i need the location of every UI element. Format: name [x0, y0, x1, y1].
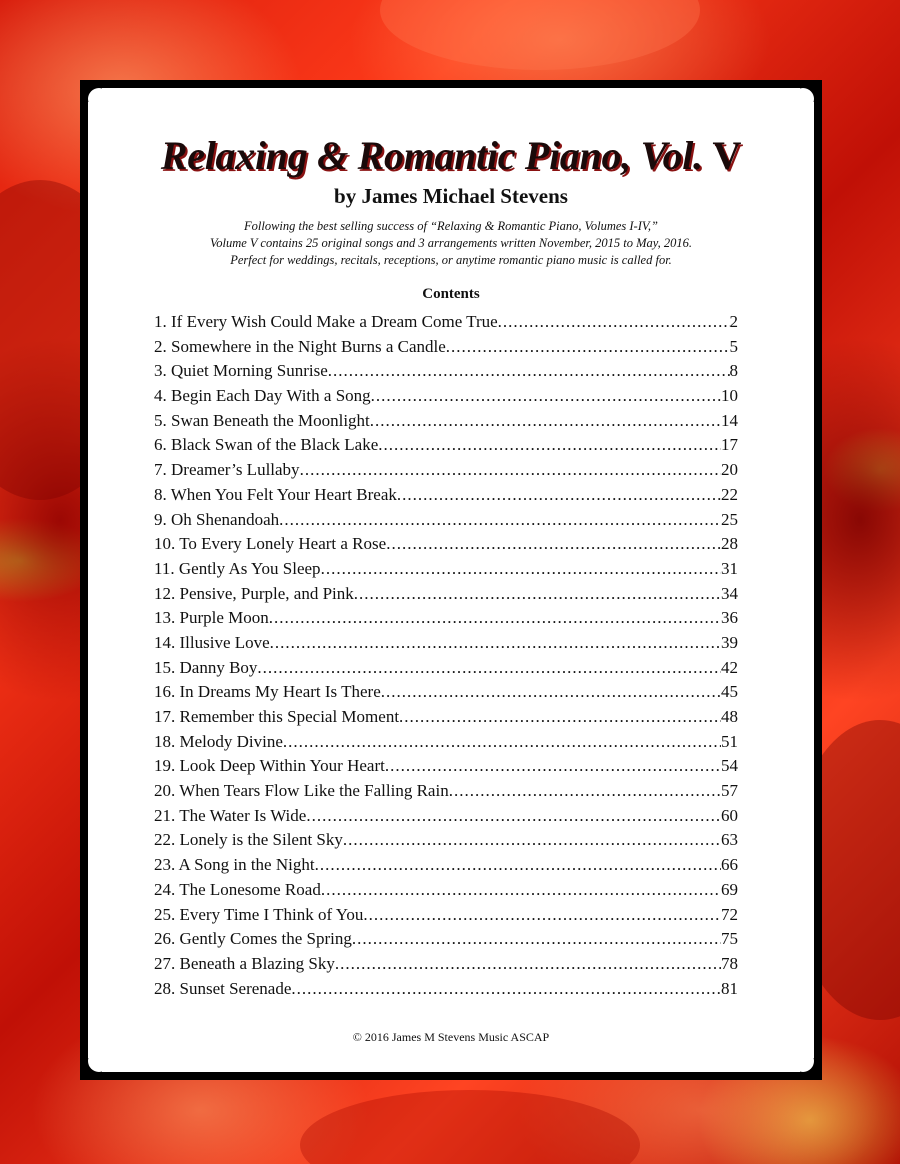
- toc-dot-leader: [498, 312, 730, 332]
- toc-entry-page: 45: [721, 682, 738, 702]
- toc-entry-page: 25: [721, 509, 738, 529]
- toc-entry-title: 20. When Tears Flow Like the Falling Rain: [154, 781, 449, 801]
- toc-entry-page: 5: [729, 336, 738, 356]
- toc-dot-leader: [397, 485, 721, 505]
- toc-entry-page: 63: [721, 830, 738, 850]
- toc-entry: [154, 732, 738, 757]
- toc-dot-leader: [352, 929, 721, 949]
- toc-dot-leader: [381, 682, 721, 702]
- toc-entry-title: 23. A Song in the Night: [154, 855, 315, 875]
- toc-dot-leader: [291, 979, 721, 999]
- toc-entry-page: 20: [721, 460, 738, 480]
- toc-dot-leader: [279, 510, 721, 530]
- toc-entry-page: 36: [721, 608, 738, 628]
- toc-dot-leader: [300, 460, 721, 480]
- toc-entry-title: 8. When You Felt Your Heart Break: [154, 484, 397, 504]
- toc-entry: [154, 658, 738, 683]
- description-blurb: [120, 218, 782, 269]
- toc-entry-title: 26. Gently Comes the Spring: [154, 929, 352, 949]
- toc-entry-title: 10. To Every Lonely Heart a Rose: [154, 534, 387, 554]
- toc-entry-title: 22. Lonely is the Silent Sky: [154, 830, 343, 850]
- rose-petal-decoration: [380, 0, 700, 70]
- toc-entry: [154, 411, 738, 436]
- toc-dot-leader: [328, 361, 730, 381]
- toc-entry-page: 75: [721, 929, 738, 949]
- contents-panel: [80, 80, 822, 1080]
- author-byline: by James Michael Stevens: [334, 184, 568, 208]
- toc-entry-title: 28. Sunset Serenade: [154, 978, 292, 998]
- toc-dot-leader: [335, 954, 721, 974]
- toc-entry-title: 27. Beneath a Blazing Sky: [154, 953, 335, 973]
- toc-dot-leader: [385, 756, 721, 776]
- toc-entry-title: 17. Remember this Special Moment: [154, 707, 400, 726]
- toc-entry: [154, 435, 738, 460]
- toc-entry-title: 21. The Water Is Wide: [154, 805, 307, 825]
- toc-entry-page: 81: [721, 978, 738, 998]
- toc-entry: [154, 954, 738, 979]
- toc-dot-leader: [321, 880, 721, 900]
- toc-entry: [154, 633, 738, 658]
- toc-dot-leader: [363, 905, 721, 925]
- toc-dot-leader: [315, 855, 721, 875]
- toc-entry: [154, 584, 738, 609]
- toc-dot-leader: [354, 584, 721, 604]
- toc-entry: [154, 534, 738, 559]
- toc-entry: [154, 855, 738, 880]
- book-title: [80, 132, 822, 179]
- toc-entry-page: 48: [721, 707, 738, 726]
- toc-entry-page: 22: [721, 484, 738, 504]
- toc-entry: [154, 929, 738, 954]
- toc-entry-page: 10: [721, 386, 738, 406]
- toc-entry-title: 9. Oh Shenandoah: [154, 509, 280, 529]
- toc-entry-page: 69: [721, 879, 738, 899]
- blurb-line: Following the best selling success of “Relaxing & Romantic Piano, Volumes I-IV,”: [244, 219, 658, 233]
- toc-entry-page: 66: [721, 855, 738, 875]
- toc-entry: [154, 510, 738, 535]
- toc-entry-page: 8: [729, 361, 738, 381]
- toc-entry-page: 60: [721, 805, 738, 825]
- copyright-notice: © 2016 James M Stevens Music ASCAP: [352, 1030, 550, 1044]
- contents-heading: Contents: [422, 286, 480, 302]
- toc-entry: [154, 905, 738, 930]
- toc-entry-page: 54: [721, 756, 738, 776]
- toc-entry: [154, 979, 738, 1004]
- toc-entry: [154, 608, 738, 633]
- blurb-line: Volume V contains 25 original songs and 3 arrangements written November, 2015 to May, 2016.: [209, 236, 693, 250]
- toc-entry-title: 6. Black Swan of the Black Lake: [154, 435, 379, 455]
- toc-entry: [154, 485, 738, 510]
- toc-dot-leader: [399, 707, 721, 727]
- table-of-contents: [154, 312, 738, 1003]
- toc-entry-page: 78: [721, 953, 738, 973]
- toc-entry: [154, 682, 738, 707]
- toc-dot-leader: [386, 534, 721, 554]
- toc-entry-page: 17: [721, 435, 738, 455]
- rose-petal-decoration: [300, 1090, 640, 1164]
- book-title-text: Relaxing & Romantic Piano, Vol.: [160, 133, 703, 178]
- toc-entry-title: 3. Quiet Morning Sunrise: [154, 361, 328, 381]
- toc-entry-title: 2. Somewhere in the Night Burns a Candle: [154, 336, 446, 356]
- toc-entry-page: 42: [721, 657, 738, 677]
- toc-entry: [154, 337, 738, 362]
- toc-entry: [154, 361, 738, 386]
- toc-dot-leader: [449, 781, 721, 801]
- toc-entry-title: 24. The Lonesome Road: [154, 879, 321, 899]
- toc-entry-title: 18. Melody Divine: [154, 731, 283, 751]
- toc-entry-page: 57: [721, 781, 738, 801]
- toc-entry-page: 34: [721, 583, 738, 603]
- toc-entry-title: 1. If Every Wish Could Make a Dream Come True: [154, 312, 498, 331]
- toc-entry-title: 5. Swan Beneath the Moonlight: [154, 410, 370, 430]
- toc-entry-title: 19. Look Deep Within Your Heart: [154, 756, 385, 776]
- toc-entry-title: 14. Illusive Love: [154, 632, 270, 652]
- toc-entry-page: 51: [721, 731, 738, 751]
- toc-entry-title: 16. In Dreams My Heart Is There: [154, 682, 381, 702]
- panel-content: [80, 80, 822, 1080]
- toc-dot-leader: [370, 411, 721, 431]
- toc-entry-title: 11. Gently As You Sleep: [154, 558, 321, 578]
- toc-dot-leader: [343, 830, 721, 850]
- toc-dot-leader: [269, 608, 721, 628]
- toc-dot-leader: [257, 658, 721, 678]
- book-title-volume: V: [712, 133, 742, 178]
- toc-entry-page: 31: [721, 558, 738, 578]
- toc-entry: [154, 460, 738, 485]
- toc-entry: [154, 880, 738, 905]
- toc-entry: [154, 830, 738, 855]
- toc-entry: [154, 707, 738, 732]
- toc-entry-title: 13. Purple Moon: [154, 608, 269, 628]
- toc-entry-page: 39: [721, 632, 738, 652]
- toc-dot-leader: [446, 337, 730, 357]
- toc-entry-page: 2: [729, 312, 738, 331]
- toc-entry: [154, 781, 738, 806]
- toc-entry-page: 28: [721, 534, 738, 554]
- blurb-line: Perfect for weddings, recitals, receptions, or anytime romantic piano music is called for.: [230, 253, 672, 267]
- toc-entry-title: 7. Dreamer’s Lullaby: [154, 460, 300, 480]
- toc-entry-title: 12. Pensive, Purple, and Pink: [154, 583, 354, 603]
- toc-entry-page: 72: [721, 904, 738, 924]
- toc-entry-page: 14: [721, 410, 738, 430]
- toc-entry: [154, 756, 738, 781]
- toc-dot-leader: [283, 732, 721, 752]
- toc-entry-title: 4. Begin Each Day With a Song: [154, 386, 371, 406]
- toc-entry: [154, 386, 738, 411]
- toc-entry: [154, 559, 738, 584]
- toc-dot-leader: [371, 386, 721, 406]
- toc-entry: [154, 312, 738, 337]
- toc-dot-leader: [306, 806, 721, 826]
- toc-dot-leader: [378, 435, 721, 455]
- toc-entry-title: 25. Every Time I Think of You: [154, 904, 364, 924]
- toc-dot-leader: [321, 559, 721, 579]
- toc-entry-title: 15. Danny Boy: [154, 657, 258, 677]
- toc-dot-leader: [270, 633, 721, 653]
- toc-entry: [154, 806, 738, 831]
